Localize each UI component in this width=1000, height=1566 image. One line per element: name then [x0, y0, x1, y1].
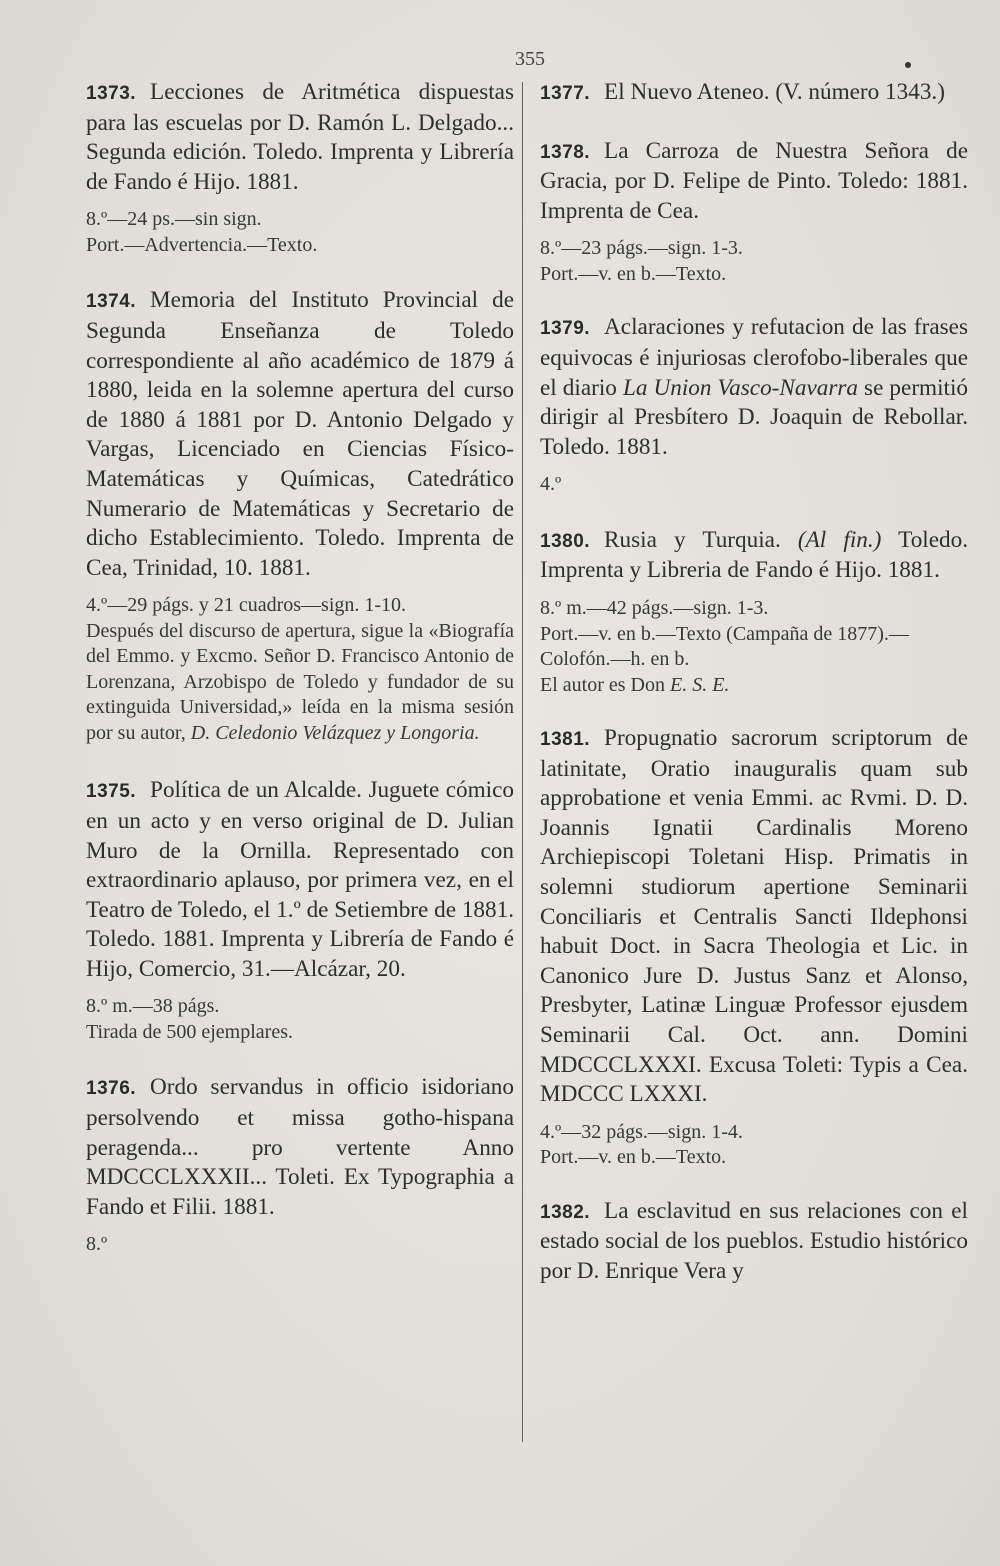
entry-number: 1378. — [540, 141, 591, 163]
entry-title: Política de un Alcalde. Juguete cómico en un acto y en verso original de D. Julian Muro de la Ornilla. Representado con extraordinario aplauso, por primera vez, en el Teatro de Toledo, el 1.º de Setiembre de 1881. Toledo. 1881. Imprenta y Librería de Fando é Hijo, Comercio, 31.—Alcázar, 20. — [86, 777, 514, 982]
entry-1382 — [540, 1197, 968, 1287]
entry-title-continued: se permitió dirigir al Presbítero D. Joaquin de Rebollar. Toledo. 1881. — [540, 374, 968, 460]
page-number: 355 — [515, 48, 545, 70]
entry-1373 — [86, 78, 514, 258]
entry-1374 — [86, 286, 514, 746]
entry-detail: Port.—v. en b.—Texto (Campaña de 1877).—Colofón.—h. en b. — [540, 622, 909, 671]
entry-1379 — [540, 313, 968, 497]
entry-title: Rusia y Turquia. — [604, 526, 781, 553]
entry-detail: 8.º—24 ps.—sin sign. — [86, 208, 262, 231]
ink-spot — [905, 62, 911, 68]
entry-1375 — [86, 776, 514, 1045]
entry-title-continued: Toledo. Imprenta y Libreria de Fando é Hijo. 1881. — [540, 526, 969, 584]
author-prefix: El autor es Don — [540, 673, 665, 696]
entry-title: La esclavitud en sus relaciones con el estado social de los pueblos. Estudio histórico por D. Enrique Vera y — [540, 1197, 968, 1284]
entry-number: 1376. — [86, 1078, 137, 1100]
newspaper-title: La Union Vasco-Navarra — [622, 374, 858, 401]
entry-note: Después del discurso de apertura, sigue la «Biografía del Emmo. y Excmo. Señor D. Francisco Antonio de Lorenzana, Arzobispo de Toledo y fundador de su extinguida Universidad,» leída en la misma sesión por su autor, — [86, 619, 514, 744]
entry-detail: 4.º — [540, 473, 562, 496]
entry-number: 1375. — [86, 781, 137, 803]
right-column — [540, 78, 968, 1309]
entry-1377 — [540, 78, 968, 109]
entry-title: El Nuevo Ateneo. (V. número 1343.) — [604, 79, 945, 105]
entry-title: Ordo servandus in officio isidoriano persolvendo et missa gotho-hispana peragenda... pro vertente Anno MDCCCLXXXII... Toleti. Ex Typographia a Fando et Filii. 1881. — [86, 1074, 514, 1220]
entry-number: 1380. — [540, 530, 591, 552]
entry-title: Propugnatio sacrorum scriptorum de latinitate, Oratio inauguralis quam sub approbatione et venia Emmi. ac Rvmi. D. D. Joannis Ignatii Cardinalis Moreno Archiepiscopi Toletani Hisp. Primatis in solemni studiorum apertione Seminarii Conciliaris et Centralis Sancti Ildephonsi habuit Doct. in Sacra Theologia et Lic. in Canonico Jure D. Justus Sanz et Alonso, Presbyter, Latinæ Linguæ Professor ejusdem Seminarii Cal. Oct. ann. Domini MDCCCLXXXI. Excusa Toleti: Typis a Cea. MDCCC LXXXI. — [540, 725, 968, 1108]
entry-number: 1381. — [540, 729, 591, 751]
entry-1380 — [540, 526, 968, 698]
column-divider — [522, 82, 523, 1442]
entry-title: Aclaraciones y refutacion de las frases equivocas é injuriosas clerofobo-liberales que el diario — [540, 314, 968, 401]
left-column — [86, 78, 514, 1280]
entry-detail: Port.—v. en b.—Texto. — [540, 262, 727, 285]
entry-author: E. S. E. — [669, 673, 730, 696]
entry-1378 — [540, 137, 968, 288]
entry-detail: 8.º m.—38 págs. — [86, 995, 220, 1018]
entry-number: 1379. — [540, 318, 591, 340]
entry-number: 1377. — [540, 83, 591, 104]
entry-number: 1382. — [540, 1201, 591, 1223]
entry-detail: 8.º — [86, 1233, 108, 1256]
entry-detail: Port.—v. en b.—Texto. — [540, 1146, 727, 1169]
entry-detail: 4.º—29 págs. y 21 cuadros—sign. 1-10. — [86, 594, 407, 617]
entry-number: 1373. — [86, 83, 137, 104]
entry-detail: 8.º m.—42 págs.—sign. 1-3. — [540, 597, 769, 620]
entry-author: D. Celedonio Velázquez y Longoria. — [190, 721, 480, 744]
entry-title-note: (Al fin.) — [797, 526, 882, 553]
entry-1381 — [540, 724, 968, 1171]
entry-title: La Carroza de Nuestra Señora de Gracia, por D. Felipe de Pinto. Toledo: 1881. Imprenta de Cea. — [540, 137, 968, 224]
entry-detail: Port.—Advertencia.—Texto. — [86, 233, 318, 256]
entry-title: Lecciones de Aritmética dispuestas para las escuelas por D. Ramón L. Delgado... Segunda edición. Toledo. Imprenta y Librería de Fando é Hijo. 1881. — [86, 79, 514, 195]
entry-detail: Tirada de 500 ejemplares. — [86, 1020, 293, 1043]
entry-1376 — [86, 1073, 514, 1257]
entry-number: 1374. — [86, 291, 137, 313]
entry-detail: 4.º—32 págs.—sign. 1-4. — [540, 1120, 743, 1143]
entry-title: Memoria del Instituto Provincial de Segunda Enseñanza de Toledo correspondiente al año académico de 1879 á 1880, leida en la solemne apertura del curso de 1880 á 1881 por D. Antonio Delgado y Vargas, Licenciado en Ciencias Físico-Matemáticas y Químicas, Catedrático Numerario de Matemáticas y Secretario de dicho Establecimiento. Toledo. Imprenta de Cea, Trinidad, 10. 1881. — [86, 287, 514, 581]
entry-detail: 8.º—23 págs.—sign. 1-3. — [540, 237, 743, 260]
